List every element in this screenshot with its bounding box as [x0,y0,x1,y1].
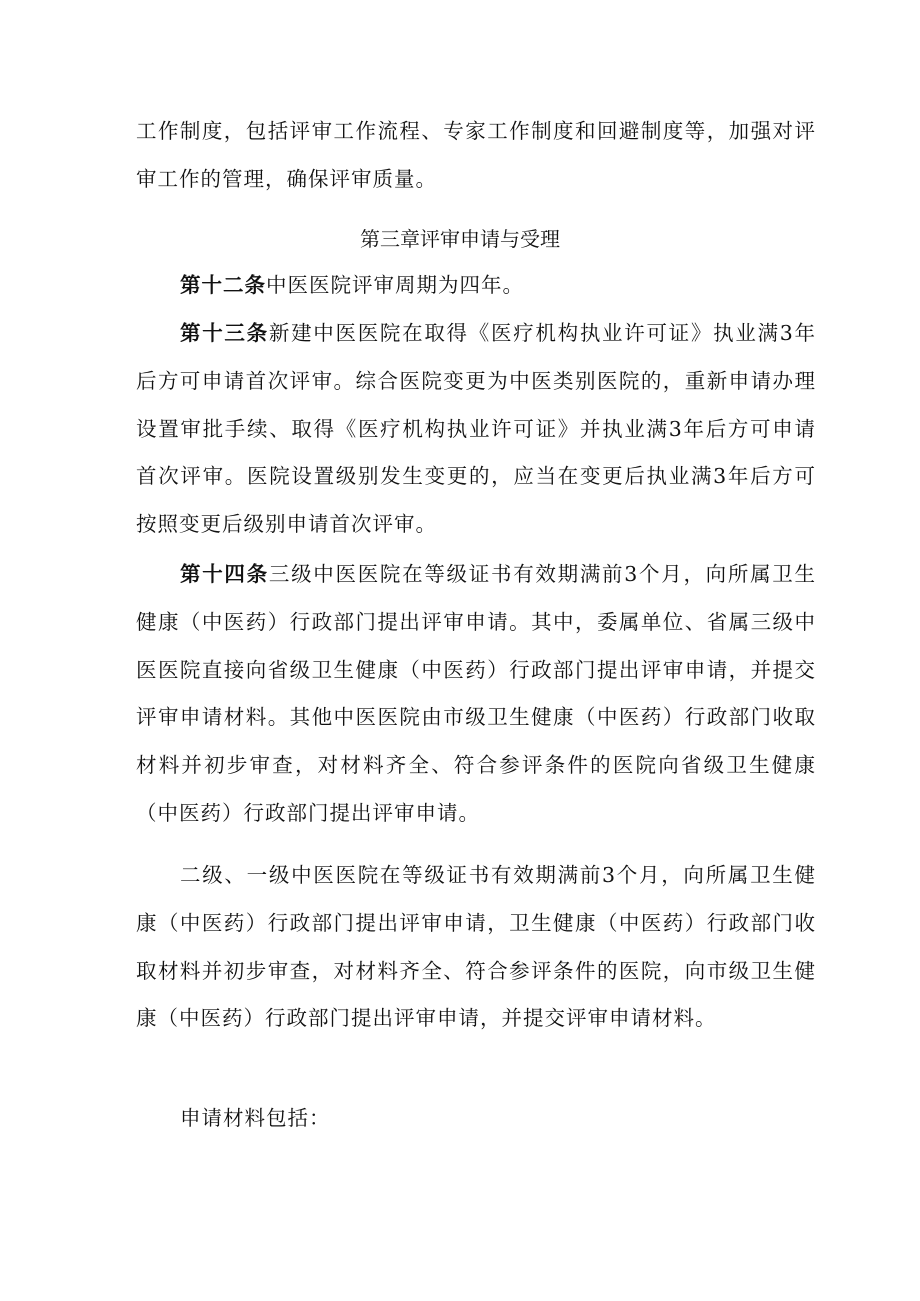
article-14-label: 第十四条 [180,562,269,586]
materials-paragraph [136,1095,816,1143]
article-13 [136,310,816,549]
article-12-text: 中医医院评审周期为四年。 [266,273,524,297]
materials-text: 申请材料包括： [180,1106,331,1130]
article-14 [136,551,816,838]
article-12-label: 第十二条 [180,273,266,297]
article-13-label: 第十三条 [180,321,269,345]
intro-paragraph [136,108,816,204]
article-12 [136,262,816,310]
level2-paragraph [136,852,816,1043]
article-14-text: 三级中医医院在等级证书有效期满前3个月，向所属卫生健康（中医药）行政部门提出评审申请。其中，委属单位、省属三级中医医院直接向省级卫生健康（中医药）行政部门提出评审申请，并提交评审申请材料。其他中医医院由市级卫生健康（中医药）行政部门收取材料并初步审查，对材料齐全、符合参评条件的医院向省级卫生健康（中医药）行政部门提出评审申请。 [136,562,817,825]
chapter-heading: 第三章评审申请与受理 [360,227,560,251]
article-13-text: 新建中医医院在取得《医疗机构执业许可证》执业满3年后方可申请首次评审。综合医院变更为中医类别医院的，重新申请办理设置审批手续、取得《医疗机构执业许可证》并执业满3年后方可申请首次评审。医院设置级别发生变更的，应当在变更后执业满3年后方可按照变更后级别申请首次评审。 [136,321,817,537]
intro-text: 工作制度，包括评审工作流程、专家工作制度和回避制度等，加强对评审工作的管理，确保评审质量。 [136,119,816,191]
level2-text: 二级、一级中医医院在等级证书有效期满前3个月，向所属卫生健康（中医药）行政部门提出评审申请，卫生健康（中医药）行政部门收取材料并初步审查，对材料齐全、符合参评条件的医院，向市级卫生健康（中医药）行政部门提出评审申请，并提交评审申请材料。 [136,863,816,1031]
